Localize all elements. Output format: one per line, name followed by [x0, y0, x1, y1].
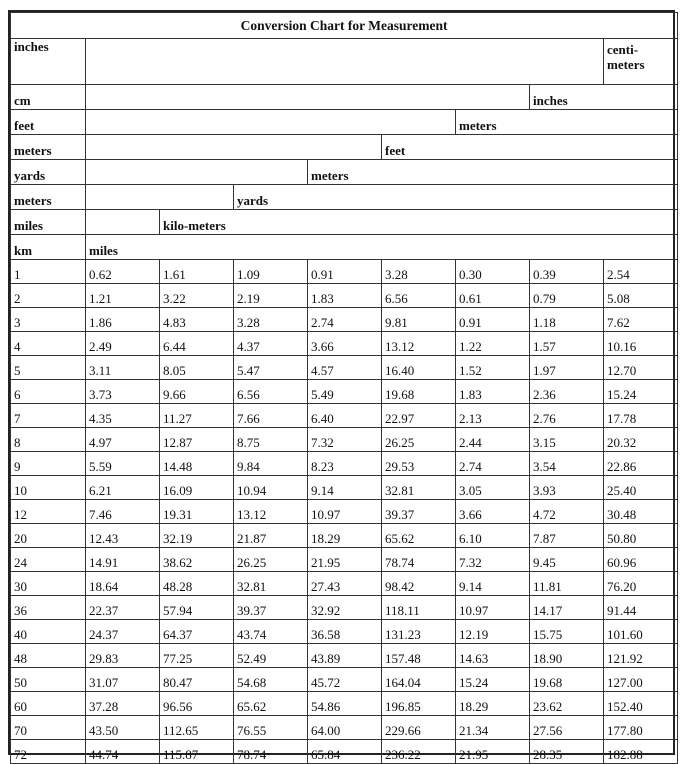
converted-value-cell: 39.37	[382, 500, 456, 524]
from-unit-label: yards	[11, 160, 86, 185]
converted-value-cell: 8.05	[160, 356, 234, 380]
converted-value-cell: 3.05	[456, 476, 530, 500]
converted-value-cell: 21.95	[456, 740, 530, 764]
converted-value-cell: 57.94	[160, 596, 234, 620]
converted-value-cell: 5.59	[86, 452, 160, 476]
converted-value-cell: 16.40	[382, 356, 456, 380]
converted-value-cell: 26.25	[382, 428, 456, 452]
input-value-cell: 36	[11, 596, 86, 620]
converted-value-cell: 27.56	[530, 716, 604, 740]
from-unit-label: miles	[11, 210, 86, 235]
converted-value-cell: 48.28	[160, 572, 234, 596]
converted-value-cell: 0.62	[86, 260, 160, 284]
converted-value-cell: 12.43	[86, 524, 160, 548]
converted-value-cell: 9.84	[234, 452, 308, 476]
converted-value-cell: 1.22	[456, 332, 530, 356]
converted-value-cell: 14.91	[86, 548, 160, 572]
converted-value-cell: 60.96	[604, 548, 678, 572]
converted-value-cell: 7.66	[234, 404, 308, 428]
table-row	[11, 260, 678, 284]
converted-value-cell: 76.20	[604, 572, 678, 596]
converted-value-cell: 10.97	[456, 596, 530, 620]
converted-value-cell: 17.78	[604, 404, 678, 428]
converted-value-cell: 43.89	[308, 644, 382, 668]
conversion-chart	[8, 10, 675, 762]
converted-value-cell: 196.85	[382, 692, 456, 716]
converted-value-cell: 7.87	[530, 524, 604, 548]
converted-value-cell: 0.30	[456, 260, 530, 284]
converted-value-cell: 3.66	[456, 500, 530, 524]
converted-value-cell: 4.57	[308, 356, 382, 380]
converted-value-cell: 8.75	[234, 428, 308, 452]
converted-value-cell: 9.66	[160, 380, 234, 404]
converted-value-cell: 18.90	[530, 644, 604, 668]
converted-value-cell: 4.72	[530, 500, 604, 524]
header-row	[11, 85, 678, 110]
converted-value-cell: 7.62	[604, 308, 678, 332]
to-unit-label: kilo-meters	[160, 210, 678, 235]
converted-value-cell: 2.36	[530, 380, 604, 404]
converted-value-cell: 28.35	[530, 740, 604, 764]
converted-value-cell: 3.66	[308, 332, 382, 356]
converted-value-cell: 31.07	[86, 668, 160, 692]
chart-title: Conversion Chart for Measurement	[11, 13, 678, 39]
table-row	[11, 284, 678, 308]
input-value-cell: 40	[11, 620, 86, 644]
from-unit-label: meters	[11, 135, 86, 160]
table-row	[11, 428, 678, 452]
converted-value-cell: 64.37	[160, 620, 234, 644]
converted-value-cell: 22.86	[604, 452, 678, 476]
converted-value-cell: 7.46	[86, 500, 160, 524]
input-value-cell: 70	[11, 716, 86, 740]
converted-value-cell: 6.44	[160, 332, 234, 356]
table-row	[11, 404, 678, 428]
converted-value-cell: 18.64	[86, 572, 160, 596]
input-value-cell: 48	[11, 644, 86, 668]
converted-value-cell: 19.68	[530, 668, 604, 692]
converted-value-cell: 77.25	[160, 644, 234, 668]
converted-value-cell: 0.39	[530, 260, 604, 284]
converted-value-cell: 182.88	[604, 740, 678, 764]
converted-value-cell: 10.94	[234, 476, 308, 500]
header-row	[11, 210, 678, 235]
input-value-cell: 12	[11, 500, 86, 524]
input-value-cell: 4	[11, 332, 86, 356]
header-row	[11, 110, 678, 135]
converted-value-cell: 78.74	[382, 548, 456, 572]
converted-value-cell: 9.81	[382, 308, 456, 332]
converted-value-cell: 1.61	[160, 260, 234, 284]
converted-value-cell: 236.22	[382, 740, 456, 764]
input-value-cell: 24	[11, 548, 86, 572]
converted-value-cell: 1.57	[530, 332, 604, 356]
converted-value-cell: 229.66	[382, 716, 456, 740]
converted-value-cell: 22.37	[86, 596, 160, 620]
converted-value-cell: 12.87	[160, 428, 234, 452]
converted-value-cell: 32.19	[160, 524, 234, 548]
converted-value-cell: 18.29	[456, 692, 530, 716]
converted-value-cell: 3.73	[86, 380, 160, 404]
converted-value-cell: 30.48	[604, 500, 678, 524]
table-row	[11, 716, 678, 740]
input-value-cell: 5	[11, 356, 86, 380]
converted-value-cell: 6.21	[86, 476, 160, 500]
header-row	[11, 185, 678, 210]
converted-value-cell: 98.42	[382, 572, 456, 596]
converted-value-cell: 21.87	[234, 524, 308, 548]
converted-value-cell: 21.95	[308, 548, 382, 572]
converted-value-cell: 2.19	[234, 284, 308, 308]
converted-value-cell: 29.83	[86, 644, 160, 668]
converted-value-cell: 10.97	[308, 500, 382, 524]
converted-value-cell: 10.16	[604, 332, 678, 356]
blank-span	[86, 185, 234, 210]
table-row	[11, 620, 678, 644]
table-row	[11, 644, 678, 668]
converted-value-cell: 19.68	[382, 380, 456, 404]
converted-value-cell: 1.18	[530, 308, 604, 332]
converted-value-cell: 121.92	[604, 644, 678, 668]
converted-value-cell: 1.09	[234, 260, 308, 284]
converted-value-cell: 27.43	[308, 572, 382, 596]
converted-value-cell: 45.72	[308, 668, 382, 692]
table-row	[11, 476, 678, 500]
converted-value-cell: 6.10	[456, 524, 530, 548]
input-value-cell: 72	[11, 740, 86, 764]
converted-value-cell: 2.49	[86, 332, 160, 356]
converted-value-cell: 13.12	[382, 332, 456, 356]
converted-value-cell: 78.74	[234, 740, 308, 764]
converted-value-cell: 80.47	[160, 668, 234, 692]
to-unit-label: centi-meters	[604, 39, 678, 85]
input-value-cell: 8	[11, 428, 86, 452]
converted-value-cell: 25.40	[604, 476, 678, 500]
input-value-cell: 60	[11, 692, 86, 716]
converted-value-cell: 43.50	[86, 716, 160, 740]
converted-value-cell: 96.56	[160, 692, 234, 716]
converted-value-cell: 15.24	[456, 668, 530, 692]
converted-value-cell: 3.54	[530, 452, 604, 476]
converted-value-cell: 13.12	[234, 500, 308, 524]
converted-value-cell: 127.00	[604, 668, 678, 692]
table-row	[11, 572, 678, 596]
converted-value-cell: 9.14	[456, 572, 530, 596]
to-unit-label: miles	[86, 235, 678, 260]
converted-value-cell: 19.31	[160, 500, 234, 524]
converted-value-cell: 11.27	[160, 404, 234, 428]
converted-value-cell: 54.86	[308, 692, 382, 716]
converted-value-cell: 118.11	[382, 596, 456, 620]
converted-value-cell: 4.37	[234, 332, 308, 356]
converted-value-cell: 2.74	[308, 308, 382, 332]
table-row	[11, 548, 678, 572]
blank-span	[86, 160, 308, 185]
converted-value-cell: 64.00	[308, 716, 382, 740]
converted-value-cell: 2.76	[530, 404, 604, 428]
converted-value-cell: 39.37	[234, 596, 308, 620]
converted-value-cell: 2.54	[604, 260, 678, 284]
converted-value-cell: 6.40	[308, 404, 382, 428]
converted-value-cell: 4.83	[160, 308, 234, 332]
converted-value-cell: 2.44	[456, 428, 530, 452]
converted-value-cell: 22.97	[382, 404, 456, 428]
converted-value-cell: 29.53	[382, 452, 456, 476]
converted-value-cell: 3.11	[86, 356, 160, 380]
converted-value-cell: 20.32	[604, 428, 678, 452]
converted-value-cell: 9.45	[530, 548, 604, 572]
converted-value-cell: 65.84	[308, 740, 382, 764]
converted-value-cell: 112.65	[160, 716, 234, 740]
converted-value-cell: 3.22	[160, 284, 234, 308]
input-value-cell: 30	[11, 572, 86, 596]
converted-value-cell: 36.58	[308, 620, 382, 644]
header-row	[11, 135, 678, 160]
to-unit-label: meters	[456, 110, 678, 135]
converted-value-cell: 26.25	[234, 548, 308, 572]
converted-value-cell: 76.55	[234, 716, 308, 740]
to-unit-label: yards	[234, 185, 678, 210]
header-row	[11, 160, 678, 185]
converted-value-cell: 54.68	[234, 668, 308, 692]
converted-value-cell: 164.04	[382, 668, 456, 692]
converted-value-cell: 14.48	[160, 452, 234, 476]
converted-value-cell: 152.40	[604, 692, 678, 716]
converted-value-cell: 4.97	[86, 428, 160, 452]
converted-value-cell: 1.52	[456, 356, 530, 380]
input-value-cell: 6	[11, 380, 86, 404]
converted-value-cell: 1.83	[308, 284, 382, 308]
blank-span	[86, 135, 382, 160]
header-row	[11, 39, 678, 85]
converted-value-cell: 3.15	[530, 428, 604, 452]
input-value-cell: 7	[11, 404, 86, 428]
converted-value-cell: 131.23	[382, 620, 456, 644]
converted-value-cell: 5.49	[308, 380, 382, 404]
converted-value-cell: 23.62	[530, 692, 604, 716]
blank-span	[86, 210, 160, 235]
converted-value-cell: 16.09	[160, 476, 234, 500]
converted-value-cell: 177.80	[604, 716, 678, 740]
converted-value-cell: 115.87	[160, 740, 234, 764]
converted-value-cell: 1.86	[86, 308, 160, 332]
blank-span	[86, 39, 604, 85]
converted-value-cell: 6.56	[234, 380, 308, 404]
converted-value-cell: 91.44	[604, 596, 678, 620]
converted-value-cell: 65.62	[234, 692, 308, 716]
converted-value-cell: 44.74	[86, 740, 160, 764]
from-unit-label: inches	[11, 39, 86, 85]
header-row	[11, 235, 678, 260]
input-value-cell: 10	[11, 476, 86, 500]
converted-value-cell: 7.32	[308, 428, 382, 452]
to-unit-label: inches	[530, 85, 678, 110]
converted-value-cell: 38.62	[160, 548, 234, 572]
converted-value-cell: 18.29	[308, 524, 382, 548]
converted-value-cell: 2.74	[456, 452, 530, 476]
converted-value-cell: 1.97	[530, 356, 604, 380]
converted-value-cell: 8.23	[308, 452, 382, 476]
converted-value-cell: 32.92	[308, 596, 382, 620]
input-value-cell: 1	[11, 260, 86, 284]
from-unit-label: cm	[11, 85, 86, 110]
converted-value-cell: 65.62	[382, 524, 456, 548]
converted-value-cell: 0.61	[456, 284, 530, 308]
blank-span	[86, 85, 530, 110]
table-row	[11, 308, 678, 332]
table-row	[11, 524, 678, 548]
table-row	[11, 692, 678, 716]
converted-value-cell: 1.21	[86, 284, 160, 308]
input-value-cell: 20	[11, 524, 86, 548]
converted-value-cell: 32.81	[382, 476, 456, 500]
converted-value-cell: 0.91	[308, 260, 382, 284]
converted-value-cell: 50.80	[604, 524, 678, 548]
converted-value-cell: 12.19	[456, 620, 530, 644]
table-row	[11, 500, 678, 524]
to-unit-label: meters	[308, 160, 678, 185]
table-row	[11, 596, 678, 620]
to-unit-label: feet	[382, 135, 678, 160]
converted-value-cell: 9.14	[308, 476, 382, 500]
table-row	[11, 356, 678, 380]
input-value-cell: 9	[11, 452, 86, 476]
table-row	[11, 668, 678, 692]
converted-value-cell: 11.81	[530, 572, 604, 596]
converted-value-cell: 7.32	[456, 548, 530, 572]
converted-value-cell: 14.17	[530, 596, 604, 620]
converted-value-cell: 15.75	[530, 620, 604, 644]
converted-value-cell: 157.48	[382, 644, 456, 668]
conversion-table	[10, 12, 678, 764]
converted-value-cell: 5.47	[234, 356, 308, 380]
converted-value-cell: 37.28	[86, 692, 160, 716]
converted-value-cell: 14.63	[456, 644, 530, 668]
converted-value-cell: 0.91	[456, 308, 530, 332]
blank-span	[86, 110, 456, 135]
input-value-cell: 50	[11, 668, 86, 692]
converted-value-cell: 52.49	[234, 644, 308, 668]
from-unit-label: meters	[11, 185, 86, 210]
table-row	[11, 332, 678, 356]
converted-value-cell: 4.35	[86, 404, 160, 428]
table-row	[11, 740, 678, 764]
converted-value-cell: 101.60	[604, 620, 678, 644]
table-row	[11, 452, 678, 476]
converted-value-cell: 15.24	[604, 380, 678, 404]
converted-value-cell: 5.08	[604, 284, 678, 308]
converted-value-cell: 2.13	[456, 404, 530, 428]
converted-value-cell: 6.56	[382, 284, 456, 308]
converted-value-cell: 24.37	[86, 620, 160, 644]
converted-value-cell: 0.79	[530, 284, 604, 308]
input-value-cell: 3	[11, 308, 86, 332]
converted-value-cell: 12.70	[604, 356, 678, 380]
converted-value-cell: 3.28	[234, 308, 308, 332]
from-unit-label: feet	[11, 110, 86, 135]
input-value-cell: 2	[11, 284, 86, 308]
converted-value-cell: 43.74	[234, 620, 308, 644]
converted-value-cell: 21.34	[456, 716, 530, 740]
converted-value-cell: 1.83	[456, 380, 530, 404]
converted-value-cell: 3.93	[530, 476, 604, 500]
table-row	[11, 380, 678, 404]
converted-value-cell: 32.81	[234, 572, 308, 596]
converted-value-cell: 3.28	[382, 260, 456, 284]
from-unit-label: km	[11, 235, 86, 260]
